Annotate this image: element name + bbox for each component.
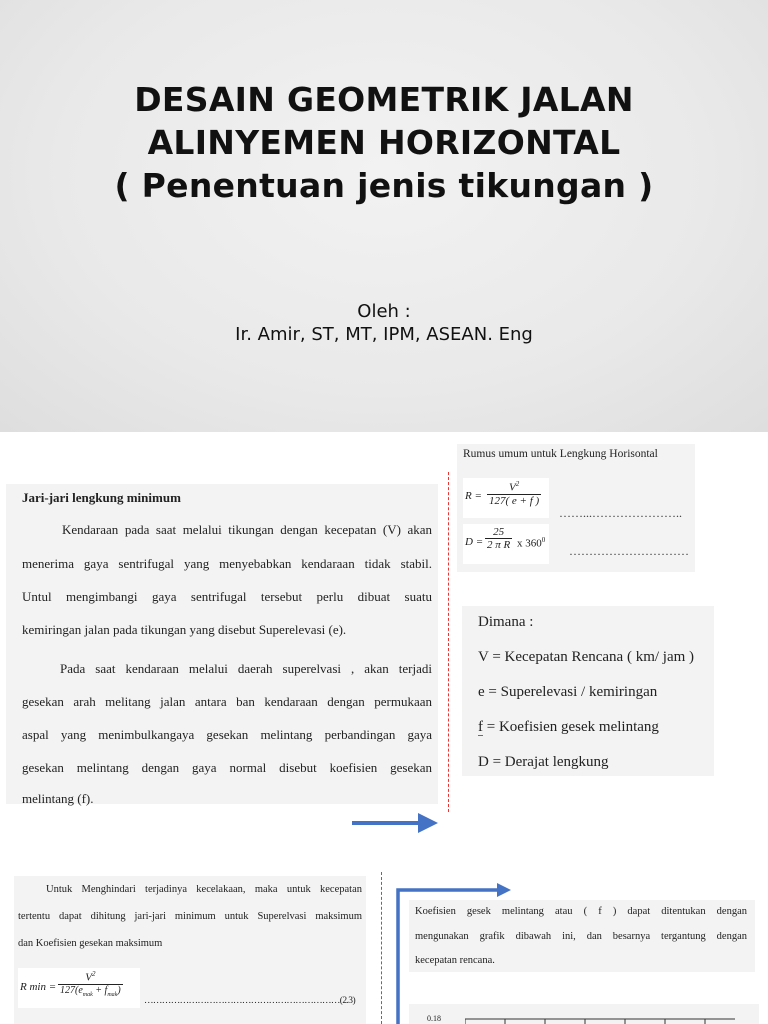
min-radius-formula-panel — [14, 876, 366, 1024]
title-line-1: DESAIN GEOMETRIK JALAN — [134, 80, 634, 119]
paragraph-line: tertentu dapat dihitung jari-jari minimum untuk Superelvasi maksimum — [18, 911, 362, 922]
definition-symbol: f — [478, 719, 483, 735]
formula-rmin-denominator: $127(e_{mak} + f_{mak})$ — [60, 984, 121, 998]
definitions-heading: Dimana : — [478, 614, 534, 630]
formula-rmin-exponent: 2 — [91, 970, 96, 978]
definition-symbol: D — [478, 754, 489, 770]
author-name: Ir. Amir, ST, MT, IPM, ASEAN. Eng — [235, 324, 533, 345]
right-arrow-icon — [350, 810, 442, 836]
formula-box — [457, 444, 695, 572]
paragraph-line: aspal yang menimbulkangaya gesekan melintang perbandingan gaya — [22, 727, 432, 742]
definition-symbol: e — [478, 684, 485, 700]
paragraph-line: gesekan melintang dengan gaya normal disebut koefisien gesekan — [22, 760, 432, 775]
definition-item — [478, 719, 659, 736]
paragraph-line: Kendaraan pada saat melalui tikungan dengan kecepatan (V) akan — [62, 522, 432, 537]
formula-d-exponent: 0 — [541, 536, 546, 544]
panel-heading: Jari-jari lengkung minimum — [22, 490, 181, 505]
definition-item — [478, 649, 694, 666]
formula-d-numerator: 25 — [485, 526, 512, 539]
formula-r-lhs: R = — [465, 490, 482, 502]
graph-grid — [465, 1018, 735, 1024]
formula-rmin — [18, 968, 140, 1008]
friction-coefficient-panel — [409, 900, 755, 972]
title-line-3: ( Penentuan jenis tikungan ) — [114, 166, 654, 205]
content-area — [0, 432, 768, 1024]
title-slide — [0, 0, 768, 432]
formula-dots-2: ………………………… — [569, 544, 689, 558]
paragraph-line: dan Koefisien gesekan maksimum — [18, 938, 163, 949]
paragraph-line: gesekan arah melitang jalan antara ban kendaraan dengan permukaan — [22, 694, 432, 709]
formula-d-tail: x $360^0$ — [517, 536, 546, 550]
formula-r-exponent: 2 — [515, 480, 520, 488]
equation-reference: …………………………………………………………(2.3) — [144, 996, 356, 1006]
title-line-2: ALINYEMEN HORIZONTAL — [147, 123, 621, 162]
formula-d — [463, 524, 549, 564]
paragraph-line: kemiringan jalan pada tikungan yang disebut Superelevasi (e). — [22, 622, 347, 637]
definition-text: = Koefisien gesek melintang — [486, 719, 659, 735]
formula-r-denominator: 127( e + f ) — [489, 494, 540, 507]
formula-dots-1: ……...………………….. — [559, 506, 682, 520]
paragraph-line: mengunakan grafik dibawah ini, dan besarnya tergantung dengan — [415, 931, 747, 942]
definition-text: = Derajat lengkung — [492, 754, 609, 770]
friction-graph — [409, 1004, 759, 1024]
paragraph-line: kecepatan rencana. — [415, 955, 495, 966]
min-radius-panel — [6, 484, 438, 804]
formula-r-fraction — [487, 480, 541, 507]
formula-r-numerator: V — [508, 481, 516, 494]
formula-rmin-numerator: V — [85, 971, 92, 984]
paragraph-line: Pada saat kendaraan melalui daerah superelvasi , akan terjadi — [60, 661, 432, 676]
formula-d-fraction — [485, 526, 512, 551]
paragraph-line: Koefisien gesek melintang atau ( f ) dapat ditentukan dengan — [415, 906, 747, 917]
paragraph-line: Untuk Menghindari terjadinya kecelakaan, maka untuk kecepatan — [46, 884, 362, 895]
formula-r — [463, 478, 549, 518]
paragraph-line: Untul mengimbangi gaya sentrifugal tersebut perlu dibuat suatu — [22, 589, 432, 604]
by-label: Oleh : — [357, 301, 411, 322]
formula-rmin-lhs: R min = — [20, 981, 57, 993]
formula-d-lhs: D = — [465, 536, 484, 548]
paragraph-line: melintang (f). — [22, 791, 94, 806]
formula-box-title: Rumus umum untuk Lengkung Horisontal — [463, 448, 658, 460]
definition-item — [478, 754, 609, 771]
formula-d-denominator: 2 π R — [487, 539, 511, 551]
definitions-box — [462, 606, 714, 776]
graph-axis-label: 0.18 — [427, 1014, 441, 1023]
paragraph-line: menerima gaya sentrifugal yang menyebabkan kendaraan tidak stabil. — [22, 556, 432, 571]
dashed-divider — [381, 872, 382, 1024]
dashed-divider — [448, 472, 449, 812]
definition-text: = Kecepatan Rencana ( km/ jam ) — [492, 649, 695, 665]
definition-item — [478, 684, 657, 701]
formula-rmin-fraction — [58, 970, 123, 998]
definition-symbol: V — [478, 649, 489, 665]
definition-text: = Superelevasi / kemiringan — [488, 684, 658, 700]
